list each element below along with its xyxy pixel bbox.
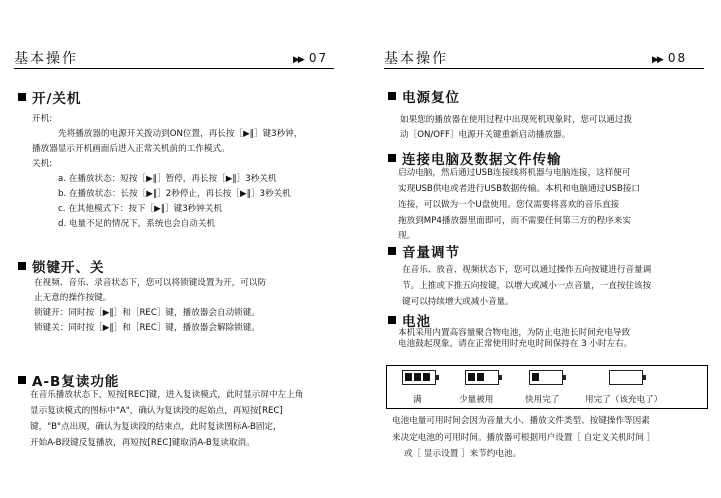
- left-header-rule: [14, 68, 334, 69]
- section-bullet-icon: [388, 316, 396, 324]
- ab-repeat-line: 在音乐播放状态下，短按[REC]键，进入复读模式，此时显示屏中左上角: [30, 390, 304, 400]
- battery-desc-line: 电池鼓起现象，请在正常使用时充电时间保持在 3 小时左右。: [398, 339, 633, 349]
- battery-level-label: 快用完了: [525, 395, 560, 405]
- battery-level-label: 用完了（该充电了）: [585, 395, 663, 405]
- power-section-heading: 开/关机: [18, 87, 81, 107]
- ab-repeat-line: 开始A-B段键反复播放，再短按[REC]键取消A-B复读取消。: [30, 438, 255, 448]
- battery-note-line: 来决定电池的可用时间。播放器可根据用户设置［ 自定义关机时间 ］: [392, 433, 656, 443]
- battery-section-heading: 电池: [388, 310, 431, 330]
- usb-line: 连接，可以做为一个U盘使用。您仅需要将喜欢的音乐直接: [398, 200, 620, 210]
- power-on-text-2: 播放器显示开机画面后进入正常关机前的工作模式。: [32, 144, 230, 154]
- battery-low-icon: [529, 370, 563, 385]
- battery-empty-icon: [609, 370, 643, 385]
- power-off-label: 关机:: [32, 159, 53, 169]
- right-page-number: ▶▶ 08: [652, 51, 688, 65]
- power-off-item: b. 在播放状态：长按［▶‖］2秒停止，再长按［▶‖］3秒关机: [58, 189, 291, 199]
- usb-line: 现。: [398, 231, 416, 241]
- battery-level-panel: [386, 365, 708, 409]
- ab-repeat-line: 显示复读模式的图标中"A"，确认为复读段的起始点，再短按[REC]: [30, 406, 283, 416]
- usb-section-heading: 连接电脑及数据文件传输: [388, 148, 562, 168]
- forward-arrow-icon: ▶▶: [652, 55, 662, 65]
- volume-line: 键可以持续增大或减小音量。: [402, 297, 514, 307]
- right-page-title: 基本操作: [384, 51, 448, 67]
- power-on-label: 开机:: [32, 114, 53, 124]
- section-bullet-icon: [388, 154, 396, 162]
- battery-note-line: 电池电量可用时间会因为音量大小、播放文件类型、按键操作等因素: [392, 416, 650, 426]
- battery-note-line: 或［ 显示设置 ］来节约电池。: [404, 449, 522, 459]
- section-bullet-icon: [388, 92, 396, 100]
- battery-mostly-full-icon: [465, 370, 499, 385]
- power-off-item: a. 在播放状态：短按［▶‖］暂停，再长按［▶‖］3秒关机: [58, 174, 277, 184]
- lock-line: 锁键开：同时按［▶‖］和［REC］键，播放器会自动锁键。: [34, 308, 260, 318]
- section-bullet-icon: [388, 247, 396, 255]
- power-on-text-1: 先将播放器的电源开关拨动到ON位置，再长按［▶‖］键3秒钟，: [58, 129, 303, 139]
- section-bullet-icon: [18, 262, 26, 270]
- reset-section-heading: 电源复位: [388, 86, 460, 106]
- battery-full-icon: [402, 370, 436, 385]
- volume-section-heading: 音量调节: [388, 241, 460, 261]
- power-off-item: c. 在其他模式下：按下［▶‖］键3秒钟关机: [58, 204, 223, 214]
- ab-repeat-section-heading: A-B复读功能: [18, 370, 119, 390]
- section-bullet-icon: [18, 376, 26, 384]
- reset-line: 如果您的播放器在使用过程中出现死机现象时，您可以通过拨: [400, 115, 633, 125]
- ab-repeat-line: 键，"B"点出现，确认为复读段的结束点，此时复读图标A-B固定，: [30, 422, 282, 432]
- battery-level-label: 少量被用: [459, 395, 494, 405]
- reset-line: 动［ON/OFF］电源开关键重新启动播放器。: [400, 130, 571, 140]
- forward-arrow-icon: ▶▶: [293, 55, 303, 65]
- lock-line: 止无意的操作按键。: [34, 293, 112, 303]
- lock-line: 锁键关：同时按［▶‖］和［REC］键，播放器会解除锁键。: [34, 323, 260, 333]
- usb-line: 实现USB供电或者进行USB数据传输。本机和电脑通过USB接口: [398, 184, 640, 194]
- lock-section-heading: 锁键开、关: [18, 256, 105, 276]
- power-off-item: d. 电量不足的情况下，系统也会自动关机: [58, 219, 216, 229]
- battery-desc-line: 本机采用内置高容量聚合物电池，为防止电池长时间充电导致: [398, 328, 631, 338]
- volume-line: 在音乐、放音、视频状态下，您可以通过操作五向按键进行音量调: [402, 265, 652, 275]
- left-page-title: 基本操作: [14, 51, 78, 67]
- lock-line: 在视频、音乐、录音状态下，您可以将锁键设置为开，可以防: [34, 278, 267, 288]
- section-bullet-icon: [18, 93, 26, 101]
- right-header-rule: [384, 68, 704, 69]
- usb-line: 拖放到MP4播放器里面即可，而不需要任何第三方的程序来实: [398, 216, 631, 226]
- battery-level-label: 满: [413, 395, 422, 405]
- volume-line: 节。上推或下推五向按键，以增大或减小一点音量，一直按住该按: [402, 281, 652, 291]
- usb-line: 启动电脑，然后通过USB连接线将机器与电脑连接，这样便可: [398, 168, 631, 178]
- left-page-number: ▶▶ 07: [293, 51, 329, 65]
